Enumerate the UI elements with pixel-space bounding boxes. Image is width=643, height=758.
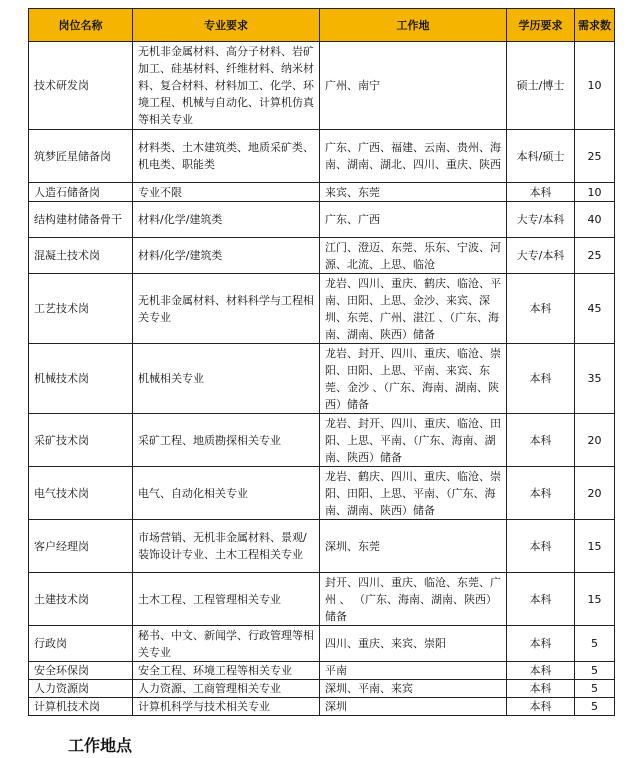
cell-count: 35 [575, 344, 615, 414]
cell-count: 40 [575, 202, 615, 238]
cell-major: 土木工程、工程管理相关专业 [133, 573, 320, 626]
cell-major: 秘书、中文、新闻学、行政管理等相关专业 [133, 626, 320, 662]
cell-location: 来宾、东莞 [320, 183, 507, 202]
cell-education: 本科 [507, 680, 575, 698]
cell-location: 龙岩、鹤庆、四川、重庆、临沧、崇阳、田阳、上思、平南、（广东、海南、湖南、陕西）储备 [320, 467, 507, 520]
cell-position: 采矿技术岗 [29, 414, 133, 467]
cell-location: 广东、广西、福建、云南、贵州、海南、湖南、湖北、四川、重庆、陕西 [320, 130, 507, 183]
table-row [29, 130, 615, 183]
cell-count: 5 [575, 626, 615, 662]
table-row [29, 573, 615, 626]
cell-major: 电气、自动化相关专业 [133, 467, 320, 520]
cell-education: 大专/本科 [507, 238, 575, 274]
table-row [29, 42, 615, 130]
cell-location: 平南 [320, 662, 507, 680]
cell-education: 本科 [507, 414, 575, 467]
cell-education: 本科 [507, 344, 575, 414]
table-row [29, 698, 615, 716]
cell-count: 15 [575, 520, 615, 573]
table-row [29, 238, 615, 274]
cell-position: 机械技术岗 [29, 344, 133, 414]
cell-education: 本科 [507, 274, 575, 344]
cell-education: 本科 [507, 183, 575, 202]
cell-count: 10 [575, 183, 615, 202]
cell-major: 材料/化学/建筑类 [133, 238, 320, 274]
cell-count: 5 [575, 662, 615, 680]
table-row [29, 680, 615, 698]
cell-major: 专业不限 [133, 183, 320, 202]
cell-location: 广东、广西 [320, 202, 507, 238]
cell-major: 市场营销、无机非金属材料、景观/装饰设计专业、土木工程相关专业 [133, 520, 320, 573]
cell-position: 技术研发岗 [29, 42, 133, 130]
cell-major: 材料/化学/建筑类 [133, 202, 320, 238]
cell-location: 深圳、东莞 [320, 520, 507, 573]
job-requirements-table [28, 8, 615, 716]
cell-count: 25 [575, 238, 615, 274]
cell-major: 采矿工程、地质勘探相关专业 [133, 414, 320, 467]
cell-education: 本科 [507, 698, 575, 716]
cell-location: 广州、南宁 [320, 42, 507, 130]
table-row [29, 467, 615, 520]
cell-location: 龙岩、封开、四川、重庆、临沧、田阳、上思、平南、（广东、海南、湖南、陕西）储备 [320, 414, 507, 467]
cell-position: 人力资源岗 [29, 680, 133, 698]
cell-major: 人力资源、工商管理相关专业 [133, 680, 320, 698]
header-position: 岗位名称 [29, 9, 133, 42]
cell-location: 封开、四川、重庆、临沧、东莞、广州 、 （广东、海南、湖南、陕西）储备 [320, 573, 507, 626]
cell-count: 15 [575, 573, 615, 626]
cell-location: 四川、重庆、来宾、崇阳 [320, 626, 507, 662]
table-row [29, 626, 615, 662]
cell-count: 10 [575, 42, 615, 130]
cell-count: 20 [575, 467, 615, 520]
work-location-heading: 工作地点 [68, 736, 133, 755]
cell-education: 硕士/博士 [507, 42, 575, 130]
cell-count: 25 [575, 130, 615, 183]
cell-major: 计算机科学与技术相关专业 [133, 698, 320, 716]
cell-position: 筑梦匠星储备岗 [29, 130, 133, 183]
cell-count: 20 [575, 414, 615, 467]
table-row [29, 520, 615, 573]
cell-count: 5 [575, 698, 615, 716]
cell-education: 本科 [507, 662, 575, 680]
cell-major: 材料类、土木建筑类、地质采矿类、机电类、职能类 [133, 130, 320, 183]
cell-major: 无机非金属材料、材料科学与工程相关专业 [133, 274, 320, 344]
cell-position: 混凝土技术岗 [29, 238, 133, 274]
cell-position: 行政岗 [29, 626, 133, 662]
cell-position: 客户经理岗 [29, 520, 133, 573]
cell-position: 计算机技术岗 [29, 698, 133, 716]
table-row [29, 274, 615, 344]
cell-education: 本科 [507, 467, 575, 520]
cell-position: 土建技术岗 [29, 573, 133, 626]
cell-position: 安全环保岗 [29, 662, 133, 680]
cell-location: 深圳 [320, 698, 507, 716]
cell-major: 机械相关专业 [133, 344, 320, 414]
cell-position: 结构建材储备骨干 [29, 202, 133, 238]
table-row [29, 662, 615, 680]
cell-location: 龙岩、封开、四川、重庆、临沧、崇阳、田阳、上思、平南、来宾、东莞、金沙 、（广东、海南、湖南、陕西）储备 [320, 344, 507, 414]
cell-position: 人造石储备岗 [29, 183, 133, 202]
cell-location: 龙岩、四川、重庆、鹤庆、临沧、平南、田阳、上思、金沙、来宾、深圳、东莞、广州、湛江 、（广东、海南、湖南、陕西）储备 [320, 274, 507, 344]
cell-major: 安全工程、环境工程等相关专业 [133, 662, 320, 680]
cell-count: 5 [575, 680, 615, 698]
cell-position: 工艺技术岗 [29, 274, 133, 344]
cell-education: 本科 [507, 573, 575, 626]
cell-position: 电气技术岗 [29, 467, 133, 520]
table-row [29, 183, 615, 202]
cell-count: 45 [575, 274, 615, 344]
table-row [29, 202, 615, 238]
table-header-row [29, 9, 615, 42]
cell-education: 本科 [507, 520, 575, 573]
cell-education: 本科 [507, 626, 575, 662]
cell-education: 本科/硕士 [507, 130, 575, 183]
header-major: 专业要求 [133, 9, 320, 42]
cell-location: 江门、澄迈、东莞、乐东、宁波、河源、北流、上思、临沧 [320, 238, 507, 274]
table-row [29, 344, 615, 414]
header-location: 工作地 [320, 9, 507, 42]
cell-location: 深圳、平南、来宾 [320, 680, 507, 698]
cell-major: 无机非金属材料、高分子材料、岩矿加工、硅基材料、纤维材料、纳米材料、复合材料、材料加工、化学、环境工程、机械与自动化、计算机仿真等相关专业 [133, 42, 320, 130]
header-education: 学历要求 [507, 9, 575, 42]
table-row [29, 414, 615, 467]
header-demand: 需求数 [575, 9, 615, 42]
cell-education: 大专/本科 [507, 202, 575, 238]
